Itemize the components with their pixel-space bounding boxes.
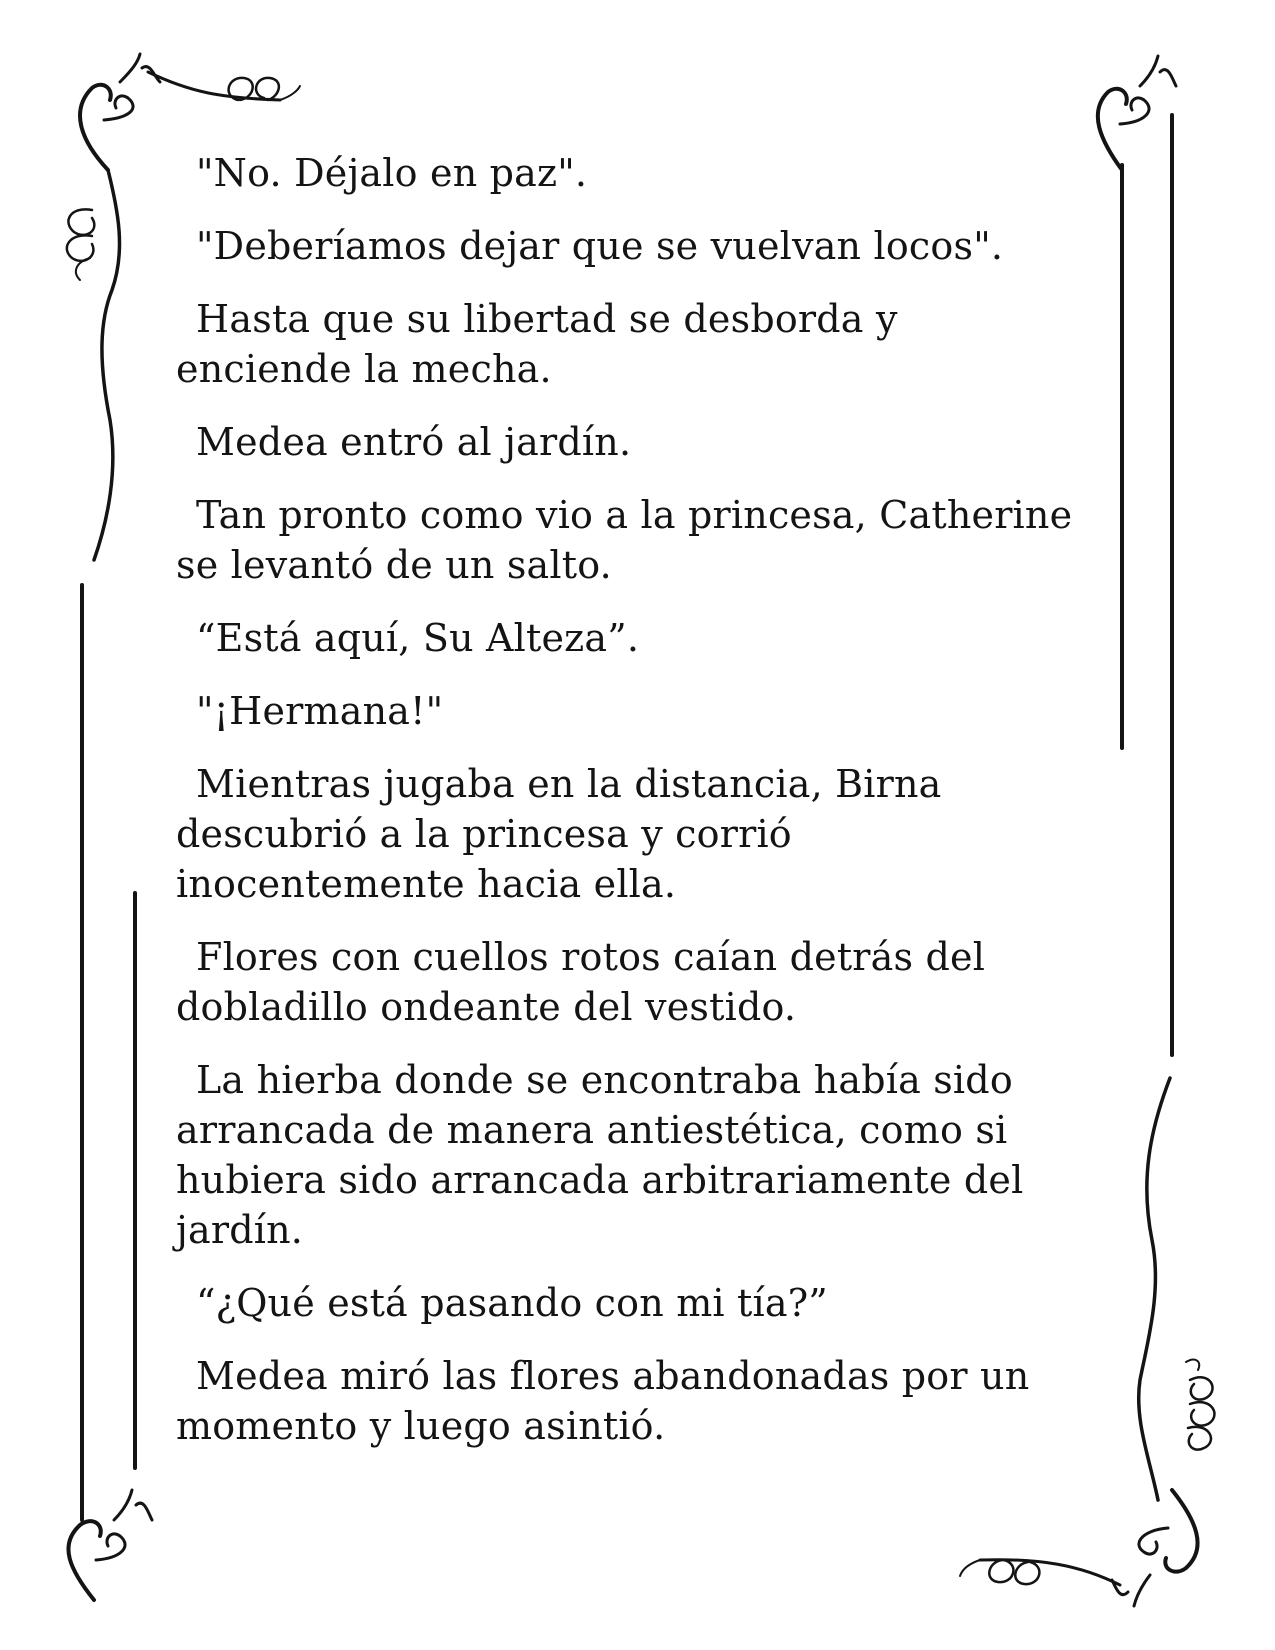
right-swirl-line: [1139, 1078, 1170, 1500]
paragraph: Flores con cuellos rotos caían detrás del dobladillo ondeante del vestido.: [176, 935, 986, 1029]
paragraph: "¡Hermana!": [196, 689, 444, 733]
paragraph: "Deberíamos dejar que se vuelvan locos".: [196, 224, 1004, 268]
story-text: [176, 148, 1076, 1474]
right-loop-ornament: [1186, 1360, 1214, 1450]
left-swirl-line: [94, 170, 120, 560]
bottom-right-flourish: [960, 1490, 1198, 1606]
paragraph: Hasta que su libertad se desborda y enciende la mecha.: [176, 297, 898, 391]
paragraph: Medea miró las flores abandonadas por un momento y luego asintió.: [176, 1354, 1030, 1448]
paragraph: Medea entró al jardín.: [196, 420, 632, 464]
paragraph: “¿Qué está pasando con mi tía?”: [196, 1281, 828, 1325]
paragraph: “Está aquí, Su Alteza”.: [196, 616, 640, 660]
paragraph: Mientras jugaba en la distancia, Birna descubrió a la princesa y corrió inocentemente hacia ella.: [176, 762, 942, 906]
paragraph: La hierba donde se encontraba había sido arrancada de manera antiestética, como si hubiera sido arrancada arbitrariamente del jardín.: [176, 1058, 1024, 1252]
top-right-flourish: [1098, 56, 1176, 170]
left-loop-ornament: [67, 209, 94, 280]
paragraph: Tan pronto como vio a la princesa, Catherine se levantó de un salto.: [176, 493, 1073, 587]
paragraph: "No. Déjalo en paz".: [196, 151, 588, 195]
